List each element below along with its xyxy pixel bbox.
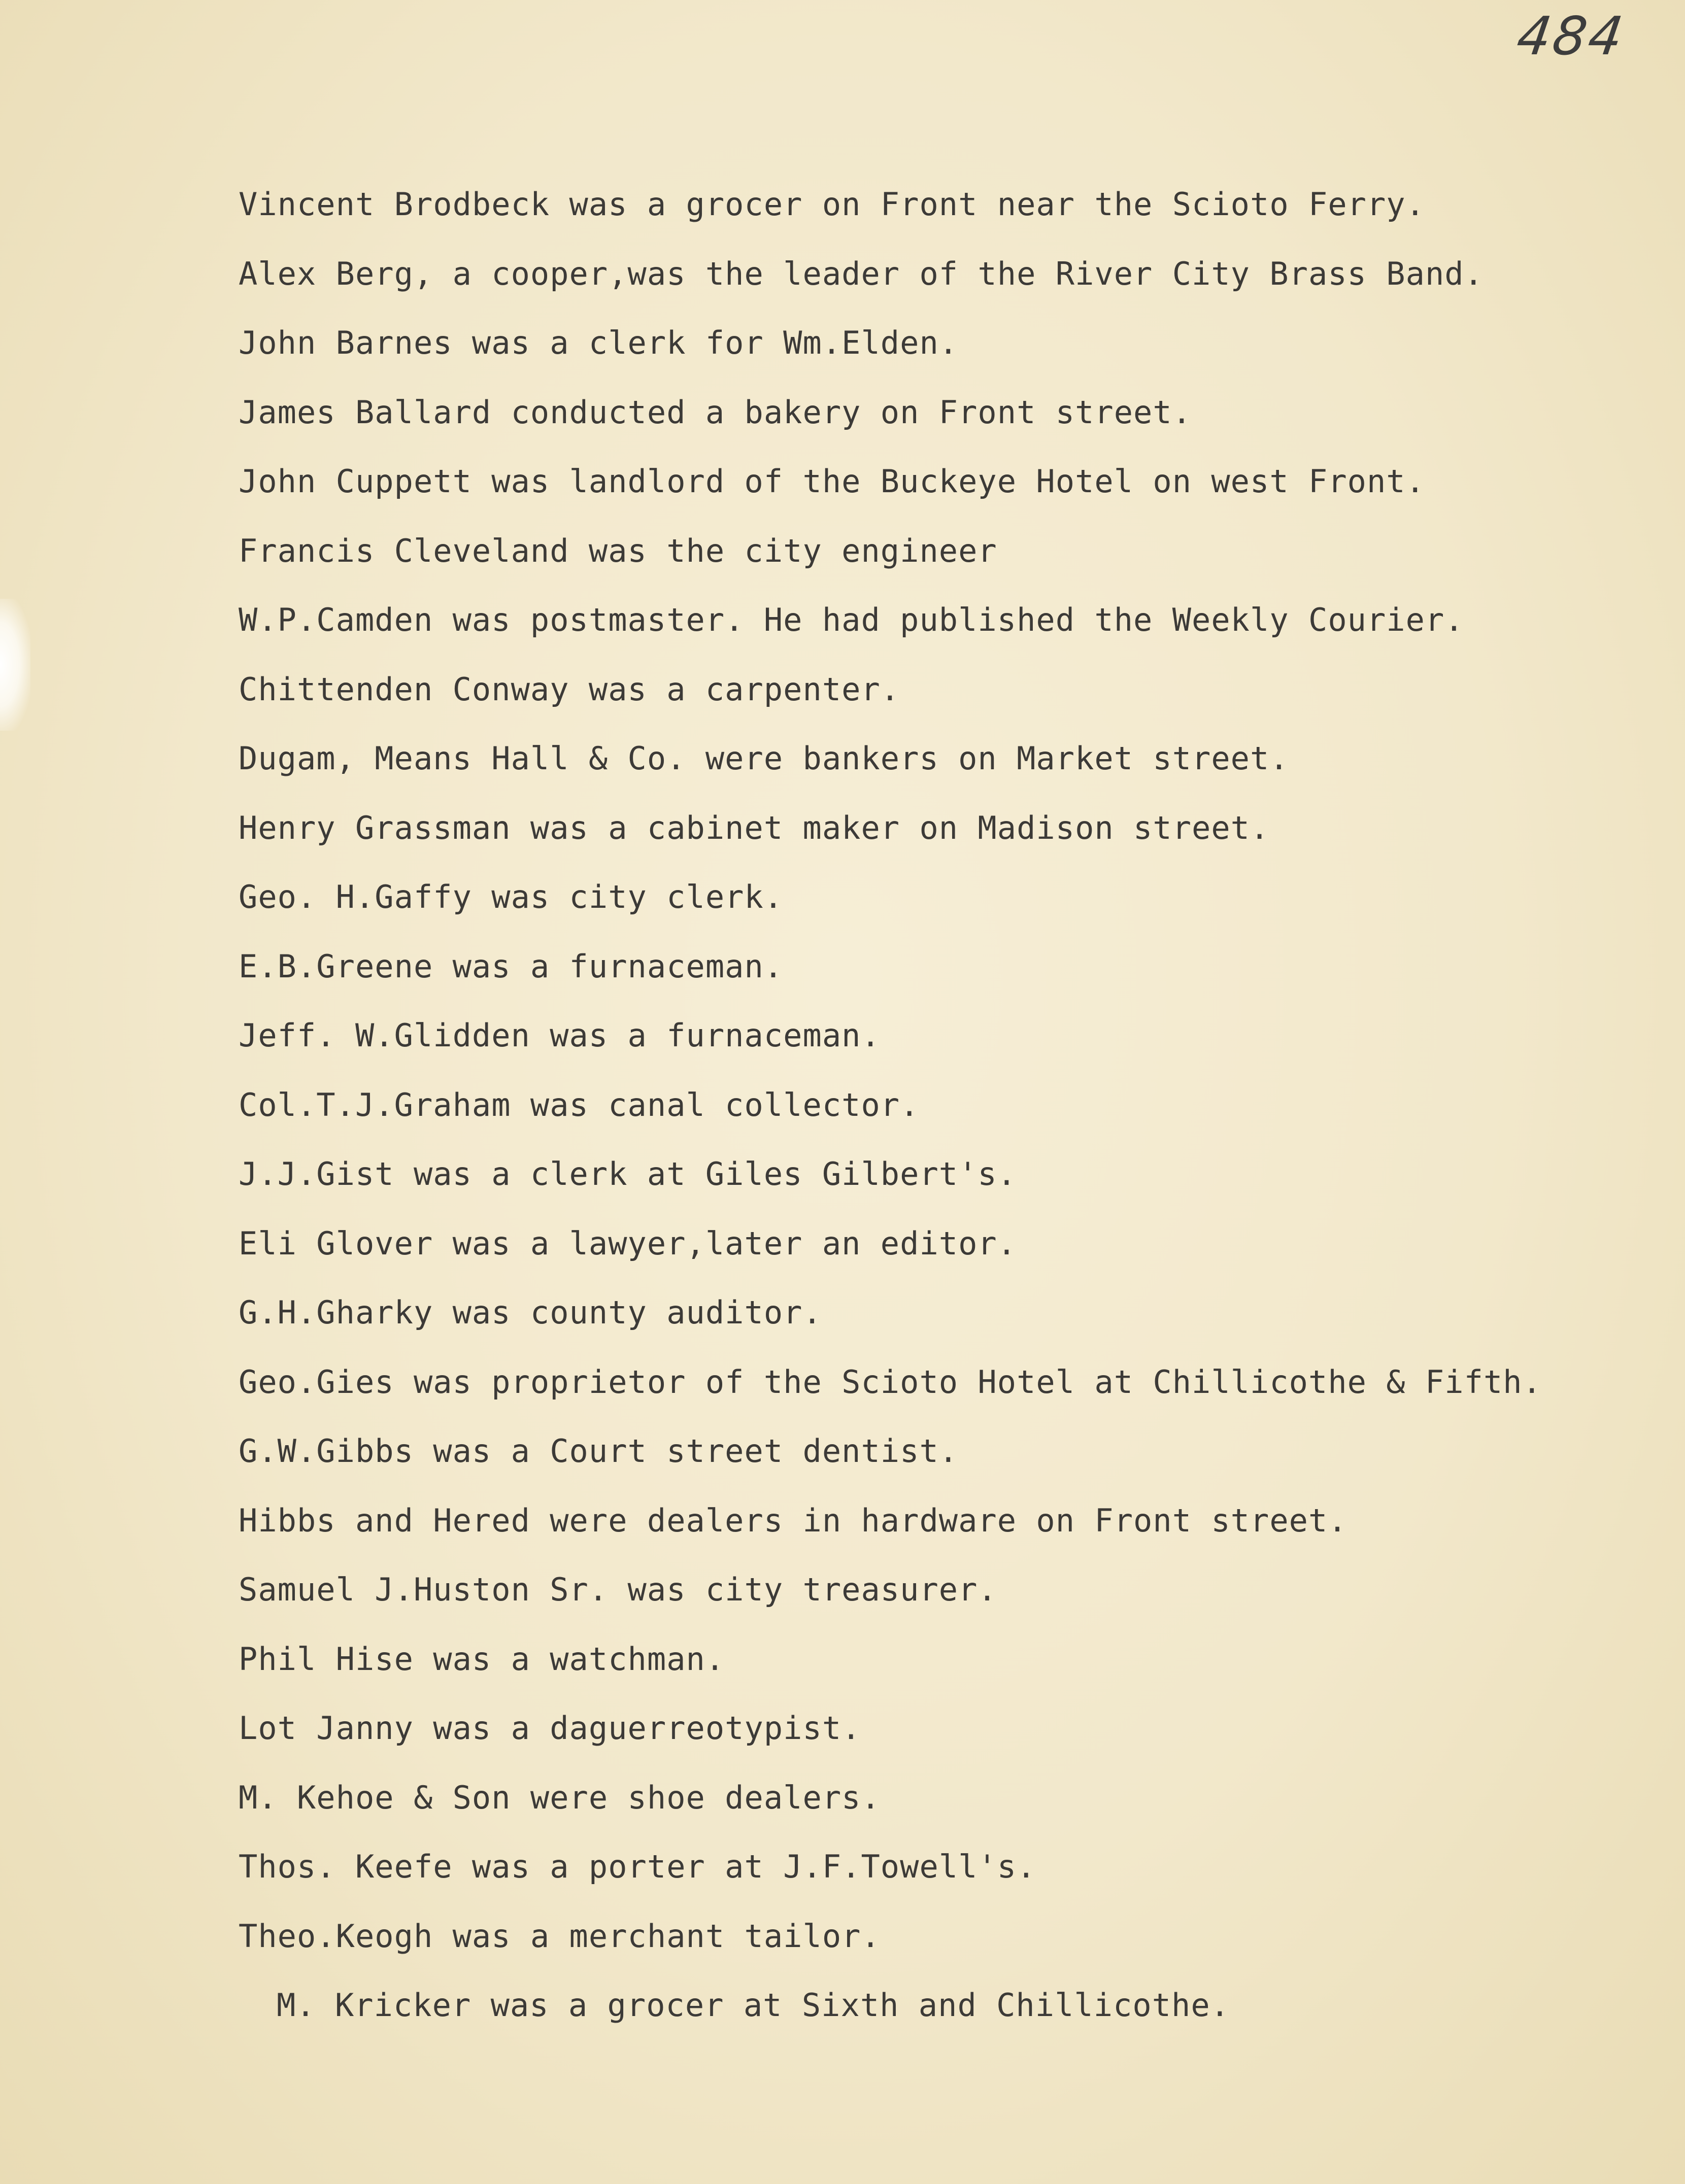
entry-line: G.W.Gibbs was a Court street dentist. xyxy=(239,1432,959,1470)
entry-line: Phil Hise was a watchman. xyxy=(239,1640,725,1678)
entry-line: Jeff. W.Glidden was a furnaceman. xyxy=(239,1017,881,1054)
entry-line: Thos. Keefe was a porter at J.F.Towell's. xyxy=(239,1848,1036,1885)
entry-line: Vincent Brodbeck was a grocer on Front near the Scioto Ferry. xyxy=(239,186,1425,223)
entry-line: M. Kehoe & Son were shoe dealers. xyxy=(239,1779,881,1816)
entry-line: Geo. H.Gaffy was city clerk. xyxy=(239,878,784,915)
entry-line: Lot Janny was a daguerreotypist. xyxy=(239,1710,861,1747)
entry-line: W.P.Camden was postmaster. He had published the Weekly Courier. xyxy=(239,601,1464,638)
entry-line: Alex Berg, a cooper,was the leader of the River City Brass Band. xyxy=(239,255,1484,292)
page-number: 484 xyxy=(1513,5,1629,67)
entry-line: John Barnes was a clerk for Wm.Elden. xyxy=(239,324,959,361)
entry-line: Henry Grassman was a cabinet maker on Madison street. xyxy=(239,809,1270,846)
entry-line: James Ballard conducted a bakery on Front street. xyxy=(239,393,1192,431)
paper-stain xyxy=(0,599,30,731)
entry-line: Hibbs and Hered were dealers in hardware on Front street. xyxy=(239,1502,1347,1539)
entry-line: E.B.Greene was a furnaceman. xyxy=(239,947,784,985)
entry-line: M. Kricker was a grocer at Sixth and Chillicothe. xyxy=(277,1987,1230,2024)
entry-line: Col.T.J.Graham was canal collector. xyxy=(239,1086,920,1123)
entry-line: Geo.Gies was proprietor of the Scioto Hotel at Chillicothe & Fifth. xyxy=(239,1363,1542,1401)
entry-line: Chittenden Conway was a carpenter. xyxy=(239,670,900,708)
entry-line: Dugam, Means Hall & Co. were bankers on Market street. xyxy=(239,740,1289,777)
entry-line: Theo.Keogh was a merchant tailor. xyxy=(239,1917,881,1955)
entry-line: Samuel J.Huston Sr. was city treasurer. xyxy=(239,1571,997,1608)
entry-list xyxy=(239,170,1660,2040)
entry-line: John Cuppett was landlord of the Buckeye Hotel on west Front. xyxy=(239,463,1425,500)
entry-line: Eli Glover was a lawyer,later an editor. xyxy=(239,1224,1017,1262)
entry-line: Francis Cleveland was the city engineer xyxy=(239,532,997,569)
entry-line: J.J.Gist was a clerk at Giles Gilbert's. xyxy=(239,1155,1017,1192)
entry-line: G.H.Gharky was county auditor. xyxy=(239,1294,822,1331)
